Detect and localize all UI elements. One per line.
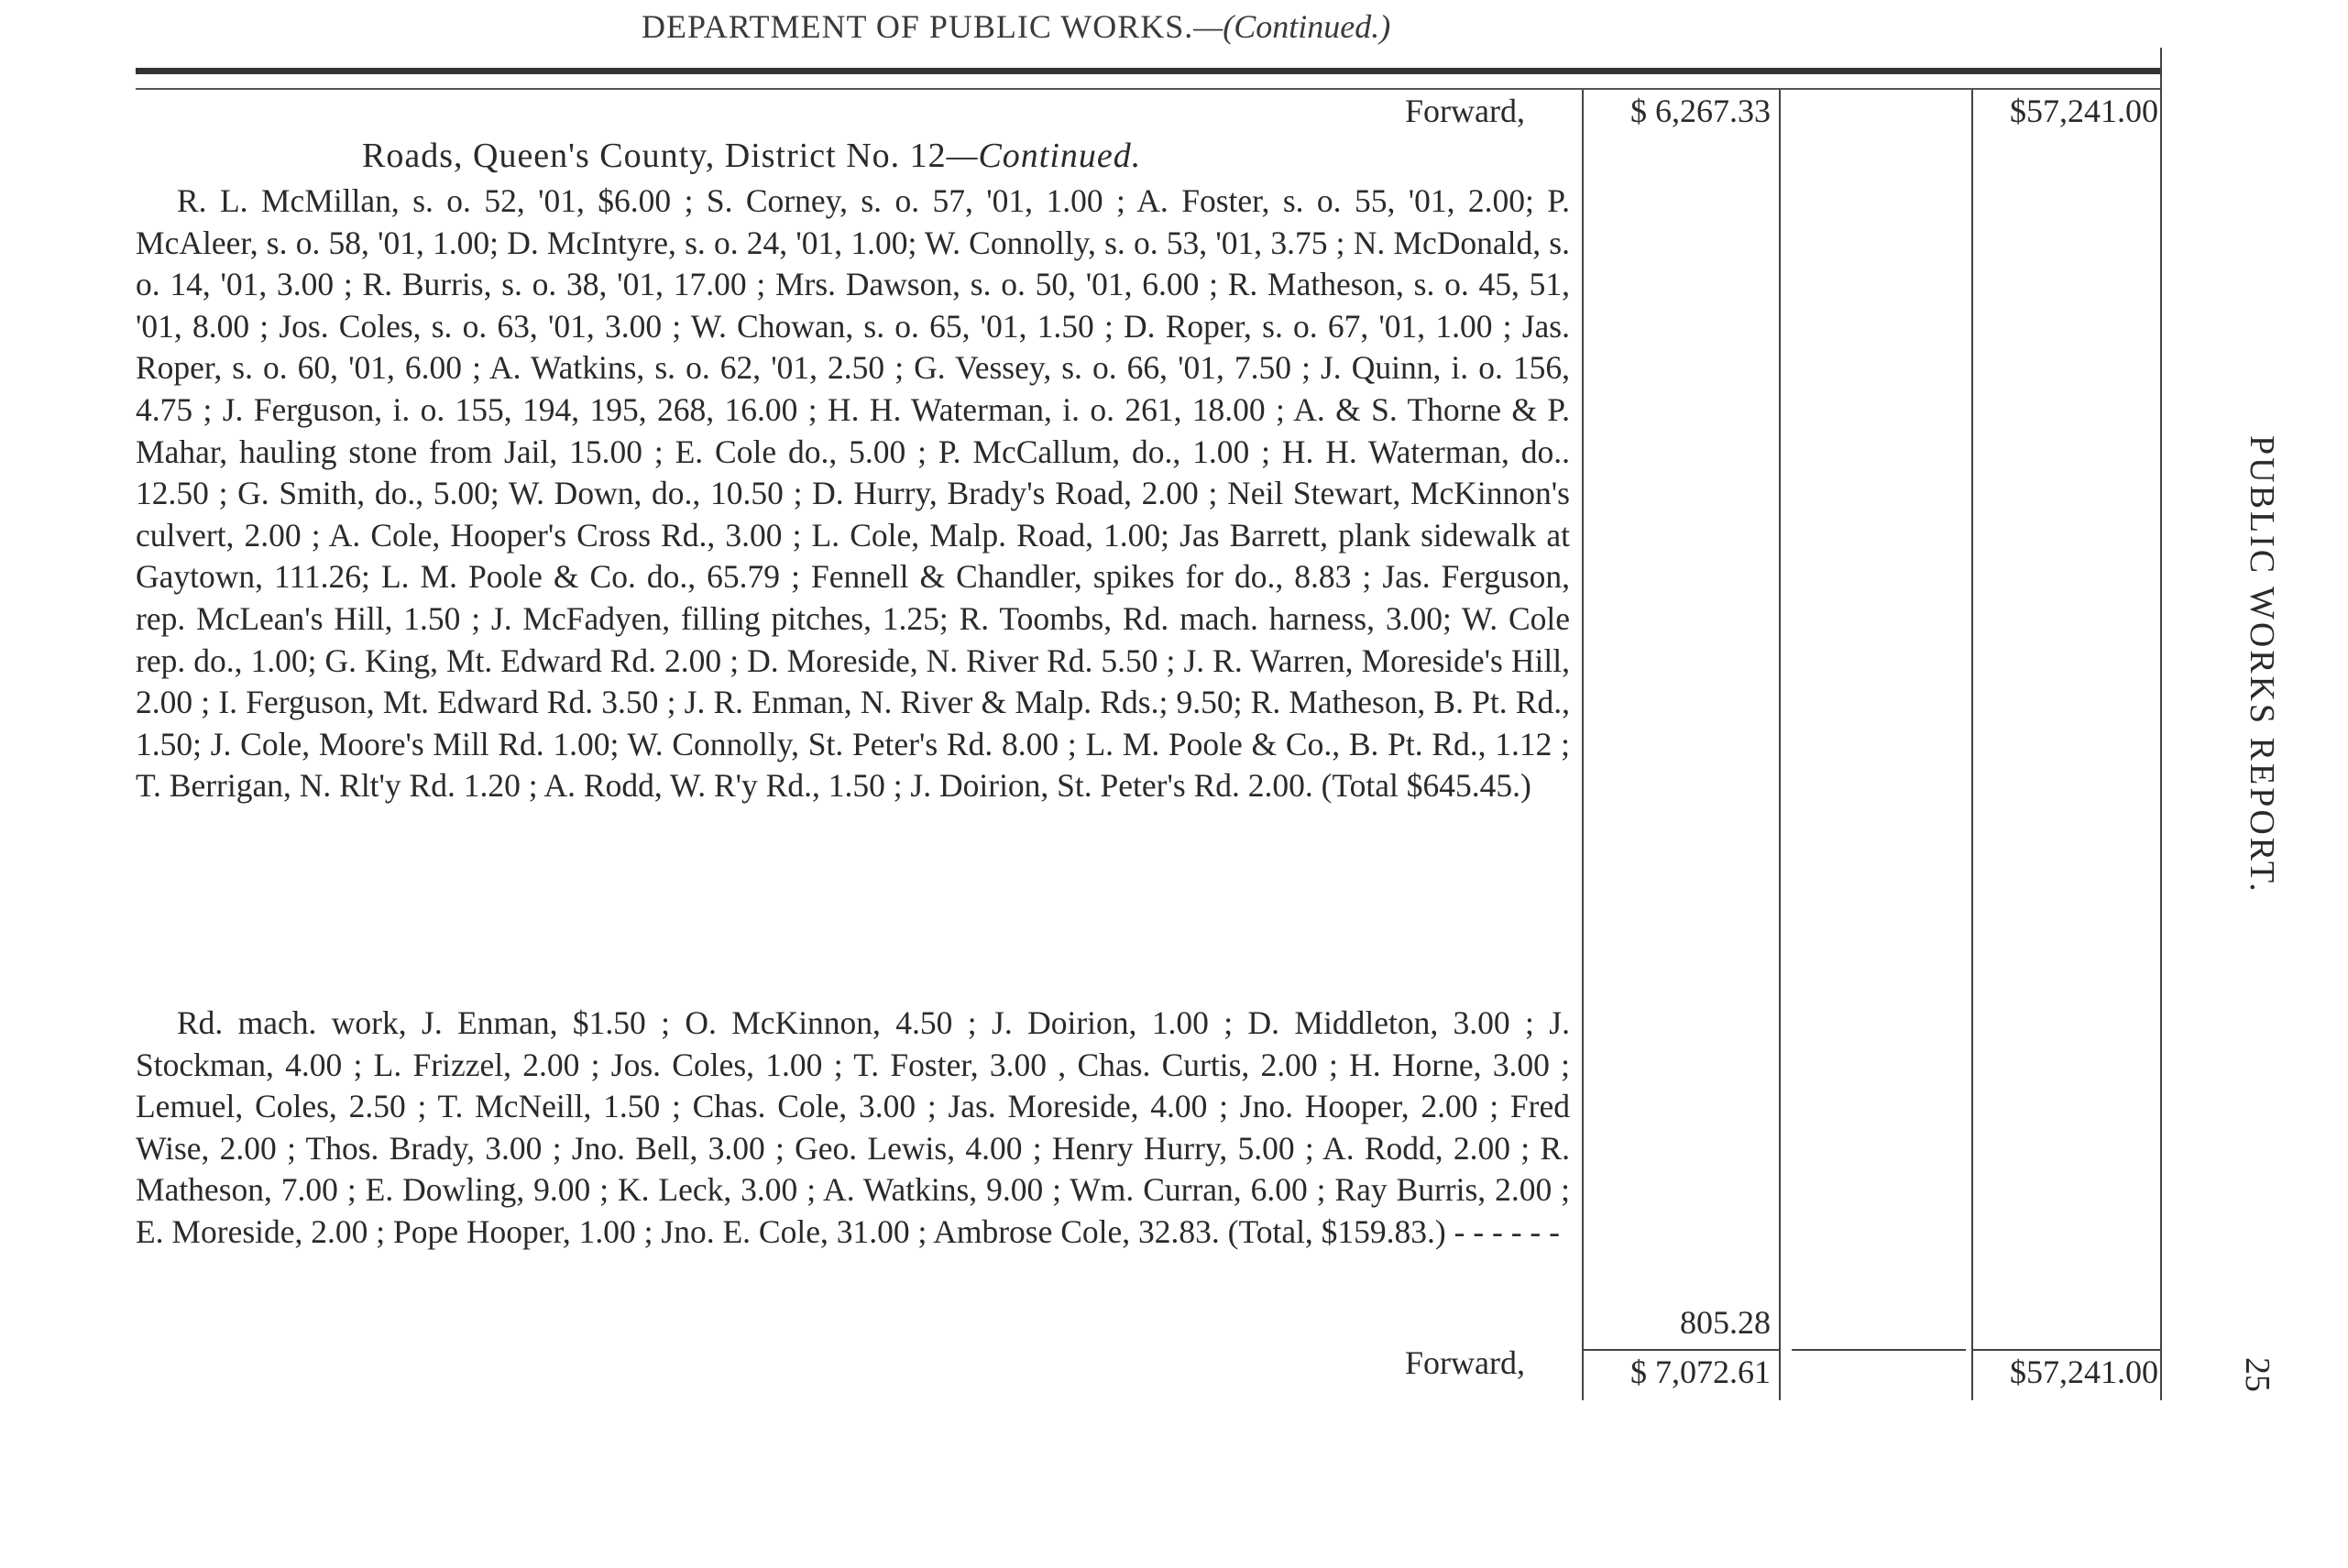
total-rule-col2 <box>1792 1349 1966 1351</box>
forward-top-label: Forward, <box>1405 93 1525 129</box>
column-divider-4 <box>2160 48 2162 1400</box>
running-head-continued: —(Continued.) <box>1193 8 1391 45</box>
total-rule-col3 <box>1971 1349 2160 1351</box>
paragraph-2: Rd. mach. work, J. Enman, $1.50 ; O. McKinnon, 4.50 ; J. Doirion, 1.00 ; D. Middleton, 3.00 ; J. Stockman, 4.00 ; L. Frizzel, 2.00 ; Jos. Coles, 1.00 ; T. Foster, 3.00 , Chas. Curtis, 2.00 ; H. Horne, 3.00 ; Lemuel, Coles, 2.50 ; T. McNeill, 1.50 ; Chas. Cole, 3.00 ; Jas. Moreside, 4.00 ; Jno. Hooper, 2.00 ; Fred Wise, 2.00 ; Thos. Brady, 3.00 ; Jno. Bell, 3.00 ; Geo. Lewis, 4.00 ; Henry Hurry, 5.00 ; A. Rodd, 2.00 ; R. Matheson, 7.00 ; E. Dowling, 9.00 ; K. Leck, 3.00 ; A. Watkins, 9.00 ; Wm. Curran, 6.00 ; Ray Burris, 2.00 ; E. Moreside, 2.00 ; Pope Hooper, 1.00 ; Jno. E. Cole, 31.00 ; Ambrose Cole, 32.83. (Total, $159.83.) - - - - - - <box>136 1004 1570 1250</box>
forward-bottom-label: Forward, <box>1405 1344 1525 1381</box>
section-heading <box>362 136 1553 176</box>
section-heading-title: Roads, Queen's County, District No. 12 <box>362 137 947 175</box>
column-divider-2 <box>1779 90 1781 1400</box>
side-title: PUBLIC WORKS REPORT. <box>2243 435 2281 894</box>
forward-bottom-col1: $ 7,072.61 <box>1630 1354 1771 1390</box>
forward-top-col3: $57,241.00 <box>2010 93 2158 129</box>
column-divider-1 <box>1582 90 1584 1400</box>
column-divider-3 <box>1971 90 1973 1400</box>
page-number: 25 <box>2238 1357 2277 1392</box>
subtotal-amount: 805.28 <box>1680 1304 1771 1341</box>
top-rule-thin <box>136 88 2161 90</box>
running-head <box>642 7 1650 46</box>
section-heading-continued: —Continued. <box>946 137 1142 175</box>
forward-bottom-col3: $57,241.00 <box>2010 1354 2158 1390</box>
top-rule-thick <box>136 68 2161 74</box>
total-rule-col1 <box>1582 1349 1780 1351</box>
running-head-title: DEPARTMENT OF PUBLIC WORKS. <box>642 8 1194 45</box>
paragraph-1: R. L. McMillan, s. o. 52, '01, $6.00 ; S. Corney, s. o. 57, '01, 1.00 ; A. Foster, s. o. 55, '01, 2.00; P. McAleer, s. o. 58, '01, 1.00; D. McIntyre, s. o. 24, '01, 1.00; W. Connolly, s. o. 53, '01, 3.75 ; N. McDonald, s. o. 14, '01, 3.00 ; R. Burris, s. o. 38, '01, 17.00 ; Mrs. Dawson, s. o. 50, '01, 6.00 ; R. Matheson, s. o. 45, 51, '01, 8.00 ; Jos. Coles, s. o. 63, '01, 3.00 ; W. Chowan, s. o. 65, '01, 1.50 ; D. Roper, s. o. 67, '01, 1.00 ; Jas. Roper, s. o. 60, '01, 6.00 ; A. Watkins, s. o. 62, '01, 2.50 ; G. Vessey, s. o. 66, '01, 7.50 ; J. Quinn, i. o. 156, 4.75 ; J. Ferguson, i. o. 155, 194, 195, 268, 16.00 ; H. H. Waterman, i. o. 261, 18.00 ; A. & S. Thorne & P. Mahar, hauling stone from Jail, 15.00 ; E. Cole do., 5.00 ; P. McCallum, do., 1.00 ; H. H. Waterman, do.. 12.50 ; G. Smith, do., 5.00; W. Down, do., 10.50 ; D. Hurry, Brady's Road, 2.00 ; Neil Stewart, McKinnon's culvert, 2.00 ; A. Cole, Hooper's Cross Rd., 3.00 ; L. Cole, Malp. Road, 1.00; Jas Barrett, plank sidewalk at Gaytown, 111.26; L. M. Poole & Co. do., 65.79 ; Fennell & Chandler, spikes for do., 8.83 ; Jas. Ferguson, rep. McLean's Hill, 1.50 ; J. McFadyen, filling pitches, 1.25; R. Toombs, Rd. mach. harness, 3.00; W. Cole rep. do., 1.00; G. King, Mt. Edward Rd. 2.00 ; D. Moreside, N. River Rd. 5.50 ; J. R. Warren, Moreside's Hill, 2.00 ; I. Ferguson, Mt. Edward Rd. 3.50 ; J. R. Enman, N. River & Malp. Rds.; 9.50; R. Matheson, B. Pt. Rd., 1.50; J. Cole, Moore's Mill Rd. 1.00; W. Connolly, St. Peter's Rd. 8.00 ; L. M. Poole & Co., B. Pt. Rd., 1.12 ; T. Berrigan, N. Rlt'y Rd. 1.20 ; A. Rodd, W. R'y Rd., 1.50 ; J. Doirion, St. Peter's Rd. 2.00. (Total $645.45.) <box>136 182 1570 805</box>
forward-top-col1: $ 6,267.33 <box>1630 93 1771 129</box>
